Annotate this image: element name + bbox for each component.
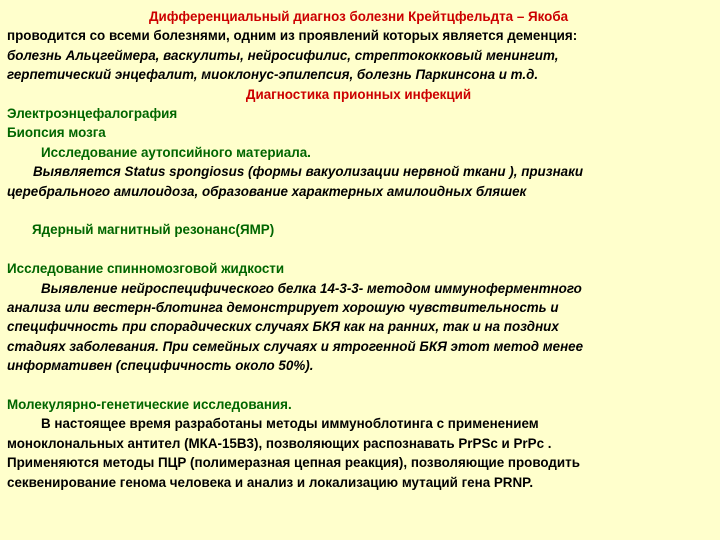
spacer xyxy=(7,201,710,220)
molgen-heading: Молекулярно-генетические исследования. xyxy=(7,397,292,413)
csf-heading: Исследование спинномозговой жидкости xyxy=(7,261,285,277)
spacer xyxy=(7,376,710,395)
biopsy-heading: Биопсия мозга xyxy=(7,125,106,141)
csf-text-line: информативен (специфичность около 50%). xyxy=(7,358,314,374)
csf-text-line: Выявление нейроспецифического белка 14-3-3- методом иммуноферментного xyxy=(41,280,582,296)
autopsy-heading: Исследование аутопсийного материала. xyxy=(41,144,311,160)
spacer xyxy=(7,240,710,259)
slide-title: Дифференциальный диагноз болезни Крейтцфельдта – Якоба xyxy=(148,9,569,24)
intro-line: проводится со всеми болезнями, одним из проявлений которых является деменция: xyxy=(7,28,578,44)
section-title: Диагностика прионных инфекций xyxy=(245,86,472,102)
autopsy-text-line: церебрального амилоидоза, образование характерных амилоидных бляшек xyxy=(7,183,527,199)
csf-text-line: анализа или вестерн-блотинга демонстрирует хорошую чувствительность и xyxy=(7,300,559,316)
molgen-text-line: Применяются методы ПЦР (полимеразная цепная реакция), позволяющие проводить xyxy=(7,455,580,471)
eeg-heading: Электроэнцефалография xyxy=(7,106,178,122)
csf-text-line: стадиях заболевания. При семейных случаях и ятрогенной БКЯ этот метод менее xyxy=(7,338,584,354)
nmr-heading: Ядерный магнитный резонанс(ЯМР) xyxy=(32,222,275,238)
molgen-text-line: моноклональных антител (МКА-15В3), позволяющих распознавать PrPSc и PrPc . xyxy=(7,435,552,451)
intro-line: герпетический энцефалит, миоклонус-эпилепсия, болезнь Паркинсона и т.д. xyxy=(7,67,539,83)
autopsy-text-line: Выявляется Status spongiosus (формы вакуолизации нервной ткани ), признаки xyxy=(33,164,584,180)
intro-line: болезнь Альцгеймера, васкулиты, нейросифилис, стрептококковый менингит, xyxy=(7,47,559,63)
molgen-text-line: В настоящее время разработаны методы иммуноблотинга с применением xyxy=(41,416,539,432)
csf-text-line: специфичность при спорадических случаях БКЯ как на ранних, так и на поздних xyxy=(7,319,559,335)
molgen-text-line: секвенирование генома человека и анализ и локализацию мутаций гена PRNP. xyxy=(7,474,534,490)
